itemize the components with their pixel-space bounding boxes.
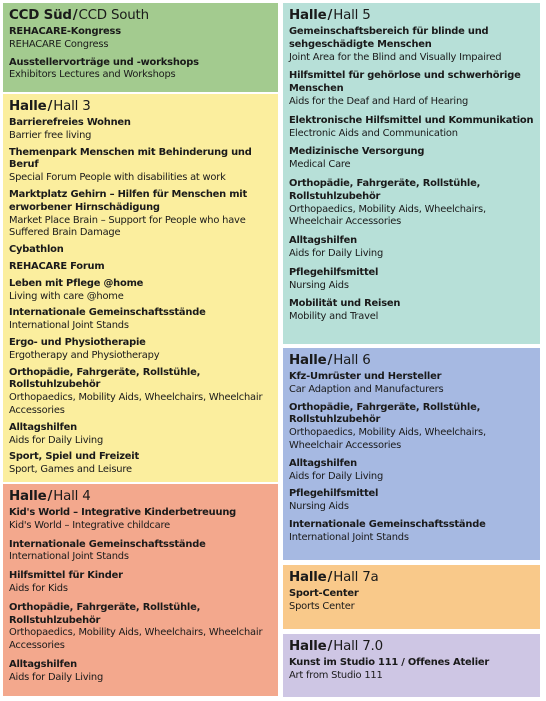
entry-title-english: Aids for Kids [9, 582, 68, 594]
entry-title-english: Sport, Games and Leisure [9, 464, 132, 476]
entry-title-german: Kid's World – Integrative Kinderbetreuung [9, 507, 237, 518]
entry [9, 422, 272, 448]
entry-title-german: Ausstellervorträge und -workshops [9, 56, 199, 68]
entry-title-english: International Joint Stands [289, 531, 409, 543]
header-german: Halle [9, 99, 47, 114]
entry [289, 488, 534, 514]
entry [289, 178, 534, 229]
entry-title-english: Art from Studio 111 [289, 669, 383, 681]
entry-title-english: Sports Center [289, 600, 355, 612]
entry-title-german: Pflegehilfsmittel [289, 266, 379, 278]
header-english: Hall 5 [333, 8, 371, 23]
entry [9, 147, 272, 185]
entry-title-english: Market Place Brain – Support for People who have Suffered Brain Damage [9, 214, 246, 239]
entry-title-german: Sport, Spiel und Freizeit [9, 451, 140, 463]
entry [289, 458, 534, 484]
entry [289, 519, 534, 545]
entry-title-german: Marktplatz Gehirn – Hilfen für Menschen mit erworbener Hirnschädigung [9, 188, 248, 213]
entry-title-english: International Joint Stands [9, 320, 129, 332]
entry [9, 507, 272, 533]
entry-title-german: Elektronische Hilfsmittel und Kommunikation [289, 114, 534, 126]
entry-title-english: Special Forum People with disabilities at work [9, 172, 226, 184]
header-separator: / [327, 639, 333, 654]
entry [9, 117, 272, 143]
entry-title-german: Alltagshilfen [9, 658, 77, 670]
entry-title-english: Aids for Daily Living [289, 247, 384, 259]
entry-title-german: Leben mit Pflege @home [9, 277, 144, 289]
header-english: CCD South [78, 8, 149, 23]
header-separator: / [72, 8, 78, 23]
entry [9, 57, 272, 83]
hall-4-box [3, 484, 278, 696]
header-german: Halle [289, 639, 327, 654]
entry-title-english: Aids for Daily Living [9, 671, 104, 683]
entry-title-english: Aids for Daily Living [289, 470, 384, 482]
entry [289, 267, 534, 293]
entry [289, 26, 534, 64]
entry-title-english: Orthopaedics, Mobility Aids, Wheelchairs, Wheelchair Accessories [289, 203, 486, 228]
entry-title-german: Orthopädie, Fahrgeräte, Rollstühle, Rollstuhlzubehör [289, 177, 481, 202]
entry-title-english: Orthopaedics, Mobility Aids, Wheelchairs, Wheelchair Accessories [289, 427, 486, 451]
entry-title-english: Kid's World – Integrative childcare [9, 519, 171, 531]
entry-title-german: Internationale Gemeinschaftsstände [9, 307, 206, 319]
entry-title-english: Ergotherapy and Physiotherapy [9, 349, 160, 361]
entry-title-english: Orthopaedics, Mobility Aids, Wheelchairs, Wheelchair Accessories [9, 392, 263, 416]
entry [289, 588, 534, 614]
entry [9, 261, 272, 274]
entry [9, 602, 272, 653]
entry [9, 367, 272, 418]
entry-title-english: Orthopaedics, Mobility Aids, Wheelchairs, Wheelchair Accessories [9, 627, 263, 652]
entry-title-german: Alltagshilfen [9, 421, 77, 433]
entry-title-english: Nursing Aids [289, 279, 349, 291]
header-english: Hall 6 [333, 353, 371, 368]
entry [9, 570, 272, 596]
entry [9, 278, 272, 304]
entry-title-german: Barrierefreies Wohnen [9, 117, 131, 128]
entry-title-german: Pflegehilfsmittel [289, 488, 379, 500]
entry-title-german: Alltagshilfen [289, 457, 357, 469]
entry [289, 402, 534, 453]
entry [9, 244, 272, 257]
entry [9, 189, 272, 240]
hall-3-box [3, 94, 278, 482]
header-english: Hall 4 [53, 489, 91, 504]
box-header [9, 488, 272, 506]
entry-title-english: Medical Care [289, 159, 351, 171]
entry-title-english: Living with care @home [9, 290, 124, 302]
hall-6-box [283, 348, 540, 560]
entry-title-german: Gemeinschaftsbereich für blinde und sehgeschädigte Menschen [289, 26, 489, 50]
entry-title-english: Nursing Aids [289, 501, 349, 513]
entry-title-english: Barrier free living [9, 129, 92, 141]
entry-title-german: Orthopädie, Fahrgeräte, Rollstühle, Rollstuhlzubehör [289, 401, 481, 426]
header-separator: / [327, 8, 333, 23]
entry-title-german: Hilfsmittel für Kinder [9, 570, 123, 582]
entry-title-english: Electronic Aids and Communication [289, 127, 458, 139]
entry-title-german: Kfz-Umrüster und Hersteller [289, 371, 442, 382]
entry-title-german: REHACARE-Kongress [9, 26, 121, 37]
header-separator: / [327, 570, 333, 585]
entry [9, 337, 272, 363]
entry [9, 659, 272, 685]
hall-7a-box [283, 565, 540, 629]
header-english: Hall 7a [333, 570, 379, 585]
entry-title-english: International Joint Stands [9, 551, 129, 563]
entry-title-english: Car Adaption and Manufacturers [289, 383, 444, 395]
header-german: CCD Süd [9, 8, 72, 23]
header-separator: / [47, 489, 53, 504]
entry-title-german: Sport-Center [289, 588, 359, 599]
entry-title-english: Mobility and Travel [289, 311, 379, 323]
entry [289, 298, 534, 324]
box-header [9, 98, 272, 116]
header-german: Halle [9, 489, 47, 504]
box-header [289, 638, 534, 656]
entry [9, 451, 272, 477]
entry [289, 235, 534, 261]
entry [289, 70, 534, 108]
entry [9, 539, 272, 565]
entry-title-english: Exhibitors Lectures and Workshops [9, 69, 176, 81]
box-header [289, 569, 534, 587]
entry [9, 26, 272, 52]
hall-7-0-box [283, 634, 540, 697]
entry-title-german: Internationale Gemeinschaftsstände [9, 538, 206, 550]
entry [289, 146, 534, 172]
header-separator: / [327, 353, 333, 368]
entry-title-german: Medizinische Versorgung [289, 146, 425, 158]
entry-title-german: Ergo- und Physiotherapie [9, 336, 146, 348]
entry [9, 307, 272, 333]
entry-title-german: Themenpark Menschen mit Behinderung und Beruf [9, 146, 252, 171]
entry-title-german: REHACARE Forum [9, 260, 105, 272]
header-english: Hall 7.0 [333, 639, 383, 654]
entry [289, 657, 534, 683]
ccd-sued-box [3, 3, 278, 92]
box-header [289, 7, 534, 25]
entry-title-german: Kunst im Studio 111 / Offenes Atelier [289, 657, 490, 668]
header-german: Halle [289, 8, 327, 23]
box-header [289, 352, 534, 370]
entry-title-german: Orthopädie, Fahrgeräte, Rollstühle, Rollstuhlzubehör [9, 601, 201, 626]
box-header [9, 7, 272, 25]
entry [289, 371, 534, 397]
header-german: Halle [289, 353, 327, 368]
entry-title-english: REHACARE Congress [9, 38, 109, 50]
entry-title-english: Aids for Daily Living [9, 434, 104, 446]
entry-title-english: Joint Area for the Blind and Visually Impaired [289, 51, 502, 63]
header-english: Hall 3 [53, 99, 91, 114]
entry-title-german: Alltagshilfen [289, 235, 357, 247]
entry-title-german: Mobilität und Reisen [289, 298, 401, 310]
hall-5-box [283, 3, 540, 344]
header-separator: / [47, 99, 53, 114]
entry [289, 115, 534, 141]
entry-title-german: Orthopädie, Fahrgeräte, Rollstühle, Rollstuhlzubehör [9, 366, 201, 391]
entry-title-german: Hilfsmittel für gehörlose und schwerhörige Menschen [289, 70, 521, 95]
entry-title-english: Aids for the Deaf and Hard of Hearing [289, 95, 469, 107]
entry-title-german: Internationale Gemeinschaftsstände [289, 518, 486, 530]
entry-title-german: Cybathlon [9, 244, 64, 256]
header-german: Halle [289, 570, 327, 585]
